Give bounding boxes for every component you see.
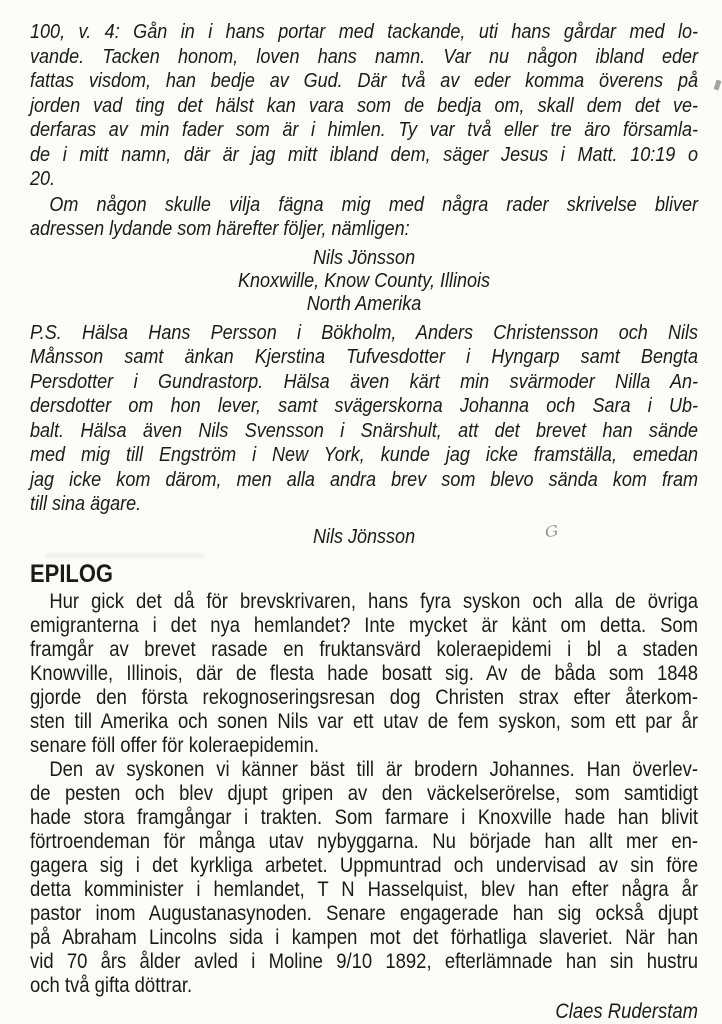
letter-address-intro-paragraph [30, 193, 698, 242]
scan-artifact-strip [45, 553, 205, 558]
text-line: de pesten och blev djupt gripen av den väckelserörelse, som samtidigt [30, 781, 699, 805]
letter-signature: Nils Jönsson [312, 524, 416, 548]
text-line: North Amerika [306, 291, 422, 315]
text-line: Knoxwille, Know County, Illinois [237, 268, 491, 292]
epilog-author: Claes Ruderstam [555, 999, 699, 1023]
text-line: balt. Hälsa även Nils Svensson i Snärshult, att det brevet han sände [30, 418, 699, 442]
text-line: Om någon skulle vilja fägna mig med några rader skrivelse bliver [49, 192, 699, 216]
text-line: emigranterna i det nya hemlandet? Inte mycket är känt om detta. Som [30, 613, 699, 637]
text-line: 20. [30, 167, 56, 190]
text-line: vande. Tacken honom, loven hans namn. Var nu någon ibland eder [30, 44, 699, 68]
text-line: senare föll offer för koleraepidemin. [30, 733, 320, 757]
text-line: till sina ägare. [30, 492, 142, 515]
text-line: framgår av brevet rasade en fruktansvärd koleraepidemi i bl a staden [30, 637, 699, 661]
text-line: med mig till Engström i New York, kunde jag icke framställa, emedan [30, 443, 699, 466]
page-text-column [30, 20, 698, 1024]
epilog-heading: EPILOG [30, 559, 114, 588]
text-line: jorden vad ting det hälst kan vara som de bedja om, skall dem det ve- [30, 93, 699, 117]
text-line: gjorde den första rekognoseringsresan dog Christen strax efter återkom- [30, 685, 699, 709]
letter-ps-paragraph [30, 321, 698, 517]
address-block [30, 246, 698, 315]
text-line: 100, v. 4: Gån in i hans portar med tackande, uti hans gårdar med lo- [30, 20, 699, 43]
text-line: dersdotter om hon lever, samt svägerskorna Johanna och Sara i Ub- [30, 394, 699, 417]
text-line: Månsson samt änkan Kjerstina Tufvesdotter i Hyngarp samt Bengta [30, 345, 699, 368]
scan-artifact-edge [714, 79, 722, 90]
letter-verse-paragraph [30, 20, 698, 192]
text-line: pastor inom Augustanasynoden. Senare engagerade han sig också djupt [30, 901, 699, 925]
text-line: på Abraham Lincolns sida i kampen mot det förhatliga slaveriet. När han [30, 925, 699, 949]
text-line: adressen lydande som härefter följer, nämligen: [30, 217, 410, 240]
text-line: P.S. Hälsa Hans Persson i Bökholm, Anders Christensson och Nils [30, 320, 699, 344]
epilog-section [30, 560, 698, 1024]
letter-section [30, 20, 698, 548]
text-line: hade stora framgångar i trakten. Som farmare i Knoxville hade han blivit [30, 805, 699, 829]
text-line: vid 70 års ålder avled i Moline 9/10 1892, efterlämnade han sin hustru [30, 949, 699, 973]
text-line: Persdotter i Gundrastorp. Hälsa även kärt min svärmoder Nilla An- [30, 369, 699, 393]
text-line: gagera sig i det kyrkliga arbetet. Uppmuntrad och undervisad av sin före [30, 853, 699, 877]
text-line: derfaras av min fader som är i himlen. Ty var två eller tre äro församla- [30, 118, 699, 141]
text-line: detta komminister i hemlandet, T N Hasselquist, blev han efter några år [30, 877, 699, 901]
text-line: de i mitt namn, där är jag mitt ibland dem, säger Jesus i Matt. 10:19 o [30, 142, 699, 166]
text-line: jag icke kom därom, men alla andra brev som blevo sända kom fram [30, 467, 699, 491]
text-line: fattas visdom, han bedje av Gud. Där två av eder komma överens på [30, 69, 699, 92]
text-line: Knowville, Illinois, där de flesta hade bosatt sig. Av de båda som 1848 [30, 661, 699, 685]
text-line: sten till Amerika och sonen Nils var ett utav de fem syskon, som ett par år [30, 709, 699, 733]
text-line: förtroendeman för många utav nybyggarna. Nu började han allt mer en- [30, 829, 699, 853]
epilog-paragraph-1 [30, 590, 698, 758]
text-line: Hur gick det då för brevskrivaren, hans fyra syskon och alla de övriga [49, 589, 699, 613]
text-line: Den av syskonen vi känner bäst till är brodern Johannes. Han överlev- [49, 757, 699, 781]
epilog-paragraph-2 [30, 758, 698, 998]
print-smudge: G [543, 522, 561, 542]
text-line: Nils Jönsson [312, 245, 416, 269]
text-line: och två gifta döttrar. [30, 973, 193, 997]
